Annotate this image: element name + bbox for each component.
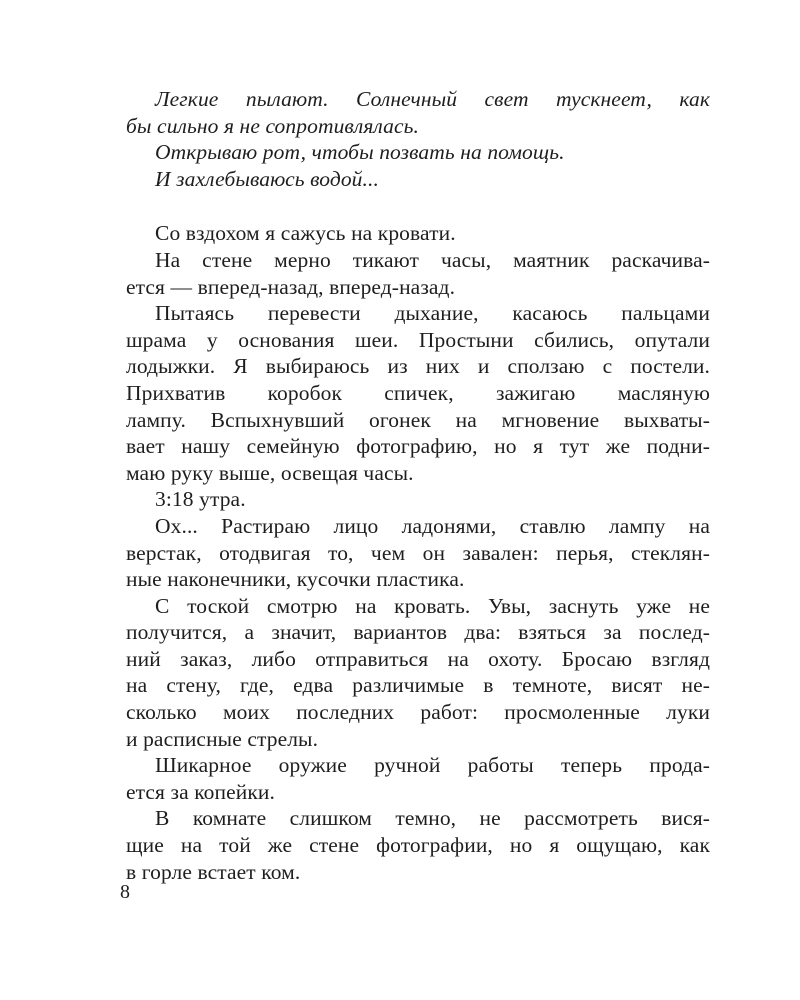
section-break — [126, 192, 710, 220]
body-line: ний заказ, либо отправиться на охоту. Бросаю взгляд — [126, 646, 710, 671]
body-line: ется за копейки. — [126, 779, 276, 804]
body-line: Со вздохом я сажусь на кровати. — [155, 221, 456, 246]
body-line: В комнате слишком темно, не рассмотреть вися- — [155, 806, 710, 831]
body-line: шрама у основания шеи. Простыни сбились, опутали — [126, 327, 710, 352]
italic-line: И захлебываюсь водой... — [155, 166, 379, 191]
body-line: в горле встает ком. — [126, 859, 301, 884]
body-line: сколько моих последних работ: просмоленные луки — [126, 700, 710, 725]
body-line: ется — вперед-назад, вперед-назад. — [126, 274, 456, 299]
body-line: На стене мерно тикают часы, маятник раскачива- — [155, 247, 710, 272]
body-line: ные наконечники, кусочки пластика. — [126, 567, 465, 592]
body-line: Шикарное оружие ручной работы теперь прода- — [155, 753, 710, 778]
body-line: Ох... Растираю лицо ладонями, ставлю лампу на — [155, 513, 710, 538]
body-line: вает нашу семейную фотографию, но я тут же подни- — [126, 434, 710, 459]
page-number: 8 — [120, 881, 130, 903]
italic-line: бы сильно я не сопротивлялась. — [126, 113, 420, 138]
body-line: Пытаясь перевести дыхание, касаюсь пальцами — [155, 301, 710, 326]
body-line: лампу. Вспыхнувший огонек на мгновение выхваты- — [126, 407, 710, 432]
body-line: на стену, где, едва различимые в темноте, висят не- — [126, 673, 710, 698]
italic-line: Открываю рот, чтобы позвать на помощь. — [155, 140, 565, 165]
italic-line: Легкие пылают. Солнечный свет тускнеет, как — [155, 87, 710, 111]
body-line: маю руку выше, освещая часы. — [126, 460, 414, 485]
body-line: Прихватив коробок спичек, зажигаю масляную — [126, 380, 710, 405]
body-line: С тоской смотрю на кровать. Увы, заснуть уже не — [155, 593, 710, 618]
body-line: получится, а значит, вариантов два: взяться за послед- — [126, 620, 710, 645]
body-line: лодыжки. Я выбираюсь из них и сползаю с постели. — [126, 354, 710, 379]
page-text-block — [126, 86, 710, 885]
body-line: верстак, отодвигая то, чем он завален: перья, стеклян- — [126, 540, 710, 565]
body-line: 3:18 утра. — [155, 487, 246, 512]
body-line: и расписные стрелы. — [126, 726, 319, 751]
body-line: щие на той же стене фотографии, но я ощущаю, как — [126, 833, 710, 858]
